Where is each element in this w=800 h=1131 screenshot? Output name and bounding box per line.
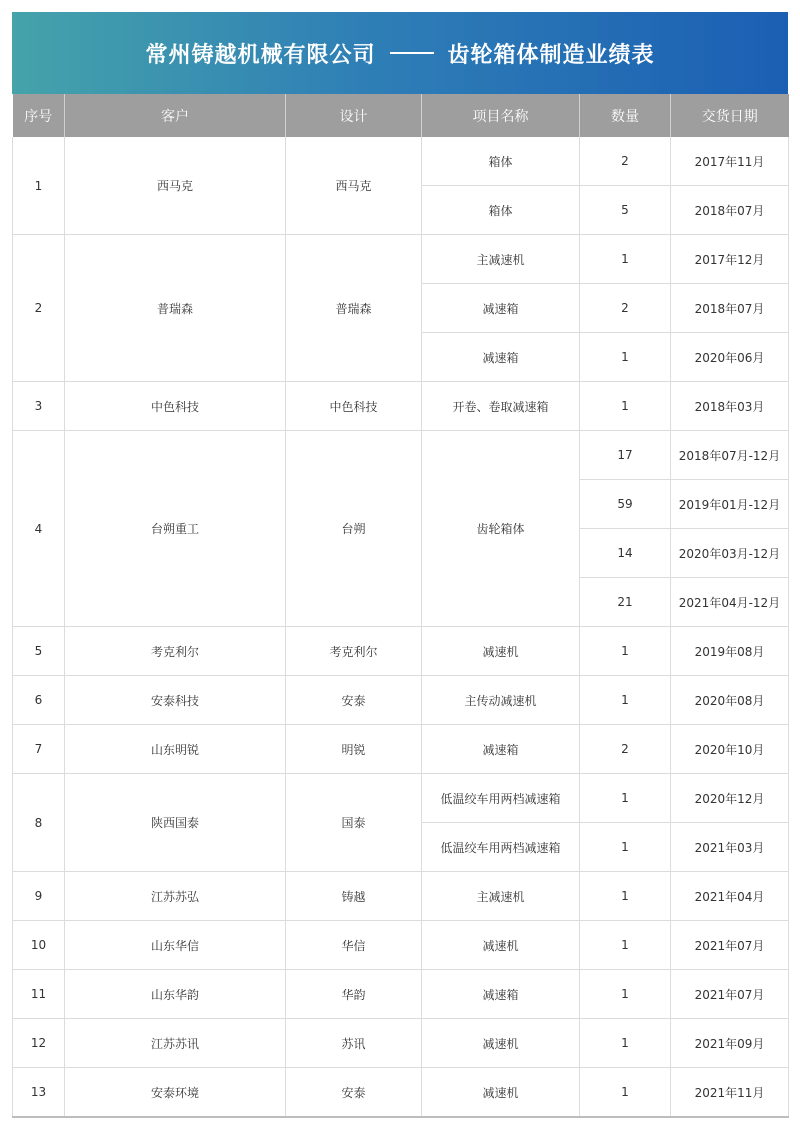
cell-qty: 59: [580, 480, 671, 529]
cell-qty: 1: [580, 872, 671, 921]
cell-design: 苏讯: [286, 1019, 422, 1068]
cell-design: 台朔: [286, 431, 422, 627]
cell-qty: 1: [580, 921, 671, 970]
table-row: [13, 921, 789, 970]
performance-table: [12, 94, 789, 1118]
cell-qty: 1: [580, 823, 671, 872]
cell-date: 2018年03月: [671, 382, 789, 431]
cell-project: 减速箱: [422, 284, 580, 333]
cell-qty: 17: [580, 431, 671, 480]
cell-qty: 1: [580, 970, 671, 1019]
title-separator: [390, 52, 434, 54]
cell-customer: 山东明锐: [65, 725, 286, 774]
cell-design: 铸越: [286, 872, 422, 921]
cell-date: 2021年07月: [671, 970, 789, 1019]
cell-date: 2021年03月: [671, 823, 789, 872]
cell-date: 2020年08月: [671, 676, 789, 725]
cell-project: 减速箱: [422, 970, 580, 1019]
table-row: [13, 676, 789, 725]
cell-project: 减速箱: [422, 725, 580, 774]
cell-customer: 西马克: [65, 137, 286, 235]
table-row: [13, 627, 789, 676]
table-row: [13, 970, 789, 1019]
cell-no: 8: [13, 774, 65, 872]
cell-design: 华韵: [286, 970, 422, 1019]
cell-design: 普瑞森: [286, 235, 422, 382]
col-header-project: 项目名称: [422, 94, 580, 137]
cell-date: 2021年04月: [671, 872, 789, 921]
cell-design: 考克利尔: [286, 627, 422, 676]
col-header-qty: 数量: [580, 94, 671, 137]
cell-date: 2018年07月-12月: [671, 431, 789, 480]
cell-date: 2017年12月: [671, 235, 789, 284]
cell-customer: 陕西国泰: [65, 774, 286, 872]
cell-qty: 1: [580, 382, 671, 431]
table-header-row: [13, 94, 789, 137]
cell-date: 2018年07月: [671, 284, 789, 333]
cell-no: 5: [13, 627, 65, 676]
cell-customer: 安泰环境: [65, 1068, 286, 1118]
cell-no: 6: [13, 676, 65, 725]
cell-qty: 14: [580, 529, 671, 578]
cell-no: 13: [13, 1068, 65, 1118]
company-name: 常州铸越机械有限公司: [145, 42, 376, 68]
cell-qty: 1: [580, 1019, 671, 1068]
cell-design: 国泰: [286, 774, 422, 872]
table-row: [13, 382, 789, 431]
cell-qty: 1: [580, 627, 671, 676]
table-row: [13, 235, 789, 284]
cell-customer: 江苏苏讯: [65, 1019, 286, 1068]
cell-qty: 2: [580, 137, 671, 186]
cell-no: 4: [13, 431, 65, 627]
cell-no: 9: [13, 872, 65, 921]
cell-project: 箱体: [422, 186, 580, 235]
cell-date: 2021年09月: [671, 1019, 789, 1068]
cell-date: 2020年03月-12月: [671, 529, 789, 578]
cell-customer: 安泰科技: [65, 676, 286, 725]
cell-customer: 中色科技: [65, 382, 286, 431]
cell-no: 7: [13, 725, 65, 774]
cell-customer: 考克利尔: [65, 627, 286, 676]
cell-design: 明锐: [286, 725, 422, 774]
cell-customer: 普瑞森: [65, 235, 286, 382]
cell-project: 低温绞车用两档减速箱: [422, 774, 580, 823]
cell-no: 1: [13, 137, 65, 235]
title-banner: [12, 12, 788, 94]
cell-project: 开卷、卷取减速箱: [422, 382, 580, 431]
cell-qty: 1: [580, 235, 671, 284]
cell-customer: 山东华信: [65, 921, 286, 970]
cell-project: 箱体: [422, 137, 580, 186]
table-row: [13, 137, 789, 186]
table-body: [13, 137, 789, 1117]
col-header-date: 交货日期: [671, 94, 789, 137]
table-row: [13, 872, 789, 921]
cell-project: 主减速机: [422, 872, 580, 921]
table-row: [13, 774, 789, 823]
cell-customer: 山东华韵: [65, 970, 286, 1019]
cell-date: 2020年10月: [671, 725, 789, 774]
cell-no: 11: [13, 970, 65, 1019]
cell-date: 2019年01月-12月: [671, 480, 789, 529]
cell-qty: 21: [580, 578, 671, 627]
cell-date: 2021年11月: [671, 1068, 789, 1118]
cell-project: 减速机: [422, 1068, 580, 1118]
cell-project: 主传动减速机: [422, 676, 580, 725]
cell-project: 减速机: [422, 627, 580, 676]
cell-date: 2021年07月: [671, 921, 789, 970]
cell-date: 2019年08月: [671, 627, 789, 676]
cell-project: 齿轮箱体: [422, 431, 580, 627]
cell-qty: 2: [580, 725, 671, 774]
cell-date: 2017年11月: [671, 137, 789, 186]
cell-qty: 1: [580, 676, 671, 725]
cell-design: 安泰: [286, 676, 422, 725]
cell-design: 西马克: [286, 137, 422, 235]
cell-no: 12: [13, 1019, 65, 1068]
cell-project: 主减速机: [422, 235, 580, 284]
cell-qty: 1: [580, 333, 671, 382]
cell-date: 2020年12月: [671, 774, 789, 823]
cell-qty: 1: [580, 774, 671, 823]
cell-qty: 1: [580, 1068, 671, 1118]
table-row: [13, 1068, 789, 1118]
cell-customer: 台朔重工: [65, 431, 286, 627]
cell-project: 低温绞车用两档减速箱: [422, 823, 580, 872]
table-row: [13, 725, 789, 774]
col-header-no: 序号: [13, 94, 65, 137]
cell-no: 2: [13, 235, 65, 382]
cell-design: 华信: [286, 921, 422, 970]
cell-project: 减速机: [422, 921, 580, 970]
cell-date: 2021年04月-12月: [671, 578, 789, 627]
col-header-design: 设计: [286, 94, 422, 137]
cell-design: 安泰: [286, 1068, 422, 1118]
cell-no: 3: [13, 382, 65, 431]
cell-date: 2018年07月: [671, 186, 789, 235]
page-title: [145, 38, 654, 69]
table-row: [13, 431, 789, 480]
cell-design: 中色科技: [286, 382, 422, 431]
cell-customer: 江苏苏弘: [65, 872, 286, 921]
col-header-customer: 客户: [65, 94, 286, 137]
cell-qty: 2: [580, 284, 671, 333]
table-row: [13, 1019, 789, 1068]
cell-project: 减速机: [422, 1019, 580, 1068]
cell-no: 10: [13, 921, 65, 970]
cell-qty: 5: [580, 186, 671, 235]
table-subtitle: 齿轮箱体制造业绩表: [447, 42, 655, 68]
cell-project: 减速箱: [422, 333, 580, 382]
cell-date: 2020年06月: [671, 333, 789, 382]
